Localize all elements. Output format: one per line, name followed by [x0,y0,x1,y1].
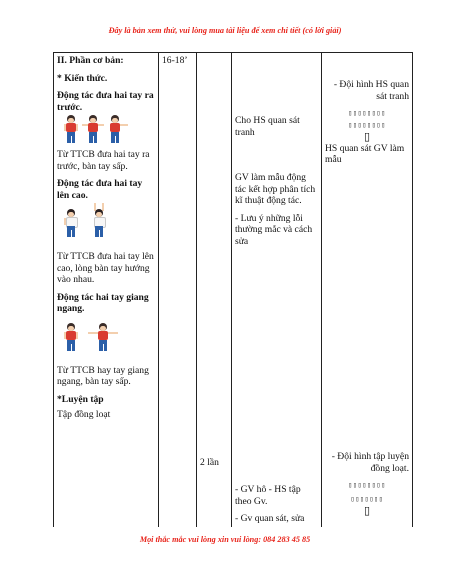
column-divider [158,53,159,527]
student-row: ▯▯▯▯▯▯▯▯ [348,109,386,117]
teacher-marker: ▯ [363,130,371,143]
header-banner: Đây là bản xem thử, vui lòng mua tài liệu để xem chi tiết (có lời giải) [108,26,342,35]
child-figure [63,323,79,353]
formation-practice-label: - Đội hình tập luyện đồng loạt. [331,451,409,474]
move2-title: Động tác đưa hai tay lên cao. [57,178,143,201]
organization-column [325,79,409,166]
move2-description: Từ TTCB đưa hai tay lên cao, lòng bàn tay hướng vào nhau. [57,251,154,285]
time-cell: 16-18’ [162,55,188,66]
child-figure [107,115,127,145]
activity-correct: - Gv quan sát, sửa [235,513,305,524]
student-row: ▯▯▯▯▯▯▯ [350,494,384,503]
formation-observe-note: HS quan sát GV làm mẫu [325,142,405,165]
lesson-table [53,52,413,527]
column-divider [231,53,232,527]
student-row: ▯▯▯▯▯▯▯▯ [348,120,386,129]
teacher-activity-column [235,115,319,247]
move3-illustration [63,323,156,353]
move1-description: Từ TTCB đưa hai tay ra trước, bàn tay sấp. [57,149,150,172]
move3-title: Động tác hai tay giang ngang. [57,291,149,314]
child-figure [95,323,111,353]
child-figure [63,209,79,239]
teacher-marker: ▯ [363,504,371,517]
child-figure [85,115,101,145]
footer-banner: Mọi thắc mắc vui lòng xin vui lòng: 084 283 45 85 [139,535,311,544]
activity-demo: GV làm mẫu động tác kết hợp phân tích kĩ thuật động tác. [235,172,316,206]
activity-observe: Cho HS quan sát tranh [235,115,300,138]
move1-title: Động tác đưa hai tay ra trước. [57,90,154,113]
reps-cell: 2 lần [200,457,219,468]
organization-practice [325,451,409,517]
move1-illustration [63,115,156,145]
formation-observe-label: - Đội hình HS quan sát tranh [333,79,409,102]
practice-title: *Luyện tập [57,393,104,405]
move3-description: Từ TTCB hay tay giang ngang, bàn tay sấp. [57,364,149,387]
content-column [57,55,156,421]
teacher-activity-practice [235,484,319,525]
knowledge-title: * Kiến thức. [57,72,108,84]
column-divider [196,53,197,527]
child-figure [63,115,79,145]
activity-command: - GV hô - HS tập theo Gv. [235,484,301,507]
move2-illustration [63,209,156,239]
practice-item: Tập đồng loạt [57,409,111,420]
child-figure [91,209,107,239]
section-title: II. Phần cơ bản: [57,55,124,66]
column-divider [321,53,322,527]
student-row: ▯▯▯▯▯▯▯▯ [348,481,386,489]
activity-errors: - Lưu ý những lỗi thường mắc và cách sửa [235,212,313,247]
